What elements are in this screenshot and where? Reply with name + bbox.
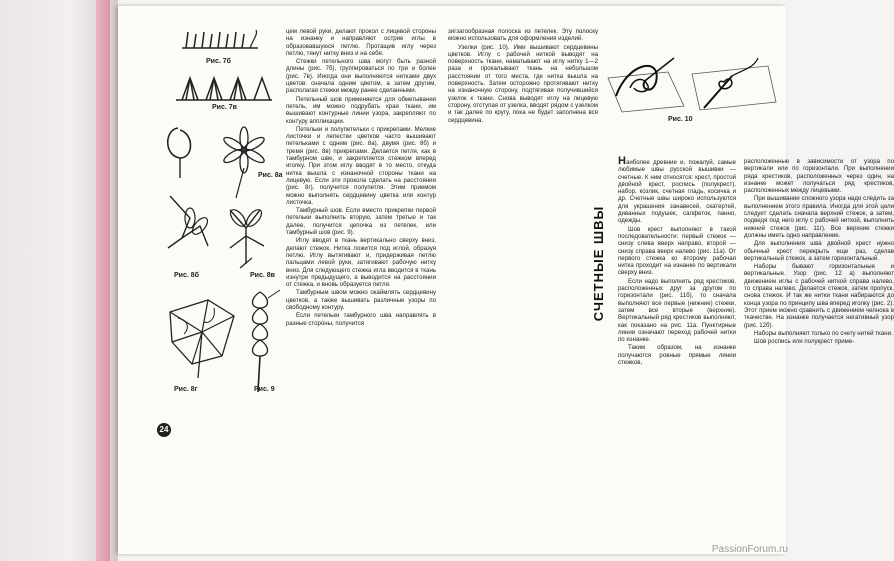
column-1 bbox=[286, 28, 436, 408]
col3-paragraph-2: При вышивании сложного узора надо следить за выполнением этого правила. Иногда для этой цели следует сделать сначала верхний стежок, а затем, подведя под него иглу с рабочей ниткой, выполнить нижний стежок (рис. 11г). Все верхние стежки должны иметь одно направление. bbox=[744, 195, 894, 239]
col3-paragraph-3: Для выполнения шва двойной крест нужно обычный крест перекрыть еще раз, сделав вертикальный стежок, а затем горизонтальный. bbox=[744, 240, 894, 262]
col2-paragraph-2: Узелки (рис. 10). Ими вышивают сердцевины цветков. Иглу с рабочей ниткой выводят на поверхность ткани, наматывают на иглу нитку 1—2 раза и прокалывают ткань на небольшом расстоянии от того места, где нитка вышла на поверхность. Затем осторожно протягивают нитку на изнаночную сторону, подтягивая получившийся узелок к ткани. Снова выводят иглу на лицевую сторону, отступая от узелка, вводят рядом с узелком и так далее по кругу, пока не будет заполнена вся сердцевина. bbox=[448, 43, 598, 124]
magazine-page bbox=[118, 6, 894, 554]
col2-paragraph-4: Шов крест выполняют в такой последовательности: первый стежок — снизу слева вверх направо, второй — снизу справа вверх налево (рис. 11а). От первого стежка ко второму рабочая нитка проходит на изнанке по вертикали сверху вниз. bbox=[618, 225, 736, 277]
fig-8a-label: Рис. 8а bbox=[258, 172, 283, 179]
col1-paragraph-6: Иглу вводят в ткань вертикально сверху вниз, делают стежок. Нитка ложится под иглой, образуя петлю. Иглу вытягивают и, придерживая петлю пальцами левой руки, затягивают рабочую нитку вниз. Для следующего стежка игла вводится в ткань изнутри предыдущего, а выводится на расстоянии от стежка, и вновь образуется петля. bbox=[286, 237, 436, 289]
col1-paragraph-7: Тамбурным швом можно окаймлять сердцевину цветков, а также вышивать различные узоры по свободному контуру. bbox=[286, 289, 436, 311]
fig-8g-illustration bbox=[168, 298, 238, 388]
cover-edge bbox=[96, 0, 110, 561]
section-heading bbox=[590, 178, 608, 348]
col2-paragraph-5: Если надо выполнить ряд крестиков, расположенных друг за другом по горизонтали (рис. 11б), то сначала выполняют все первые (нижние) стежки, затем все вторые (верхние). Вертикальный ряд крестиков выполняют, как показано на рис. 11а. Пунктирные линии означают переход рабочей нитки по изнанке. bbox=[618, 277, 736, 344]
fig-10-illustration bbox=[608, 52, 778, 124]
column-2-top bbox=[448, 28, 598, 156]
col2-paragraph-3 bbox=[618, 155, 736, 225]
col1-paragraph-3: Петельный шов применяется для обметывания петель, им можно подрубать края ткани, им вышивают контурные линии узора, закрепляют по контуру аппликации. bbox=[286, 95, 436, 125]
fig-9-illustration bbox=[246, 288, 286, 398]
dropcap-letter: Н bbox=[618, 155, 626, 167]
col1-paragraph-8: Если петельки тамбурного шва направлять в разные стороны, получится bbox=[286, 312, 436, 327]
col3-paragraph-6: Шов роспись или полукрест приме- bbox=[754, 338, 855, 346]
fig-8g-label: Рис. 8г bbox=[174, 386, 198, 393]
fig-10-label: Рис. 10 bbox=[668, 116, 693, 123]
fig-8b-label: Рис. 8б bbox=[174, 272, 199, 279]
fig-7v-label: Рис. 7в bbox=[212, 104, 237, 111]
fig-7v-illustration bbox=[174, 70, 274, 104]
watermark: PassionForum.ru bbox=[711, 544, 788, 555]
page-number: 24 bbox=[157, 423, 171, 437]
fig-9-label: Рис. 9 bbox=[254, 386, 275, 393]
col3-paragraph-4: Наборы бывают горизонтальные и вертикальные. Узор (рис. 12 а) выполняют движением иглы с рабочей ниткой справа налево, то справа налево. Делается стежок, затем пропуск, снова стежок. И так же нитки ткани набираются до конца узора по принципу шва вперед иголку (рис. 2). Этот прием можно сравнить с движением челнока в ткачестве. На изнанке получается негативный узор (рис. 12б). bbox=[744, 263, 894, 329]
column-3 bbox=[744, 158, 894, 548]
col2-paragraph-1: зигзагообразная полоска из петелек. Эту полоску можно использовать для оформления изделий. bbox=[448, 28, 598, 43]
col3-paragraph-1: расположенные в зависимости от узора по вертикали или по горизонтали. При выполнении ряда крестиков, расположенных через один, на изнанке может получаться ряд крестиков, расположенных между лицевыми. bbox=[744, 158, 894, 195]
col1-paragraph-5: Тамбурный шов. Если вместо прикрепки первой петельки выполнить вторую, затем третью и так далее, получится цепочка из петелек, или тамбурный шов (рис. 9). bbox=[286, 207, 436, 237]
col2-paragraph-3-text: аиболее древние и, пожалуй, самые любимые швы русской вышивки — счетные. К ним относятся: крест, простой двойной крест, роспись (полукрест), набор, козлик, счетная гладь, косичка и др. Счетные швы широко используются для украшения занавесей, скатертей, диванных подушек, салфеток, панно, одежды. bbox=[618, 159, 736, 225]
fig-7b-label: Рис. 7б bbox=[206, 58, 231, 65]
col1-paragraph-2: Стежки петельного шва могут быть разной длины (рис. 7б), группироваться по три и более (рис. 7в). Иногда они выполняются нитками двух цветов: сначала одним цветом, а затем другим, располагая стежки между ранее сделанными. bbox=[286, 58, 436, 95]
col1-paragraph-4: Петельки и полупетельки с прикрепами. Мелкие листочки и лепестки цветков часто вышивают петельками с одним (рис. 8а), двумя (рис. 8б) и тремя (рис. 8в) прикрепами. Делается петля, как в тамбурном шве, и закрепляется стежком вперед иголку. При этом иглу вводят в то место, откуда нитка вышла с изнаночной стороны ткани на лицевую. Если эти прокола сделать на расстоянии (рис. 8г), получится полупетля. Этим приемом можно выполнять сердцевину цветка или контур листочка. bbox=[286, 125, 436, 206]
column-2-bottom bbox=[618, 155, 736, 438]
section-heading-text: СЧЕТНЫЕ ШВЫ bbox=[591, 205, 607, 321]
col1-paragraph-1: цем левой руки, делают прокол с лицевой стороны на изнанку и направляют острие иглы в образовавшуюся петлю. Протащив иглу через петлю, тянут нитку вниз и на себя. bbox=[286, 28, 436, 57]
col3-paragraph-5: Наборы выполняют только по счету нитей ткани. bbox=[754, 329, 893, 337]
fig-8v-label: Рис. 8в bbox=[250, 272, 275, 279]
col2-paragraph-6: Таким образом, на изнанке получаются ровные прямые линии стежков, bbox=[618, 344, 736, 367]
fig-7b-illustration bbox=[180, 26, 260, 56]
fig-8-illustration bbox=[160, 118, 286, 288]
